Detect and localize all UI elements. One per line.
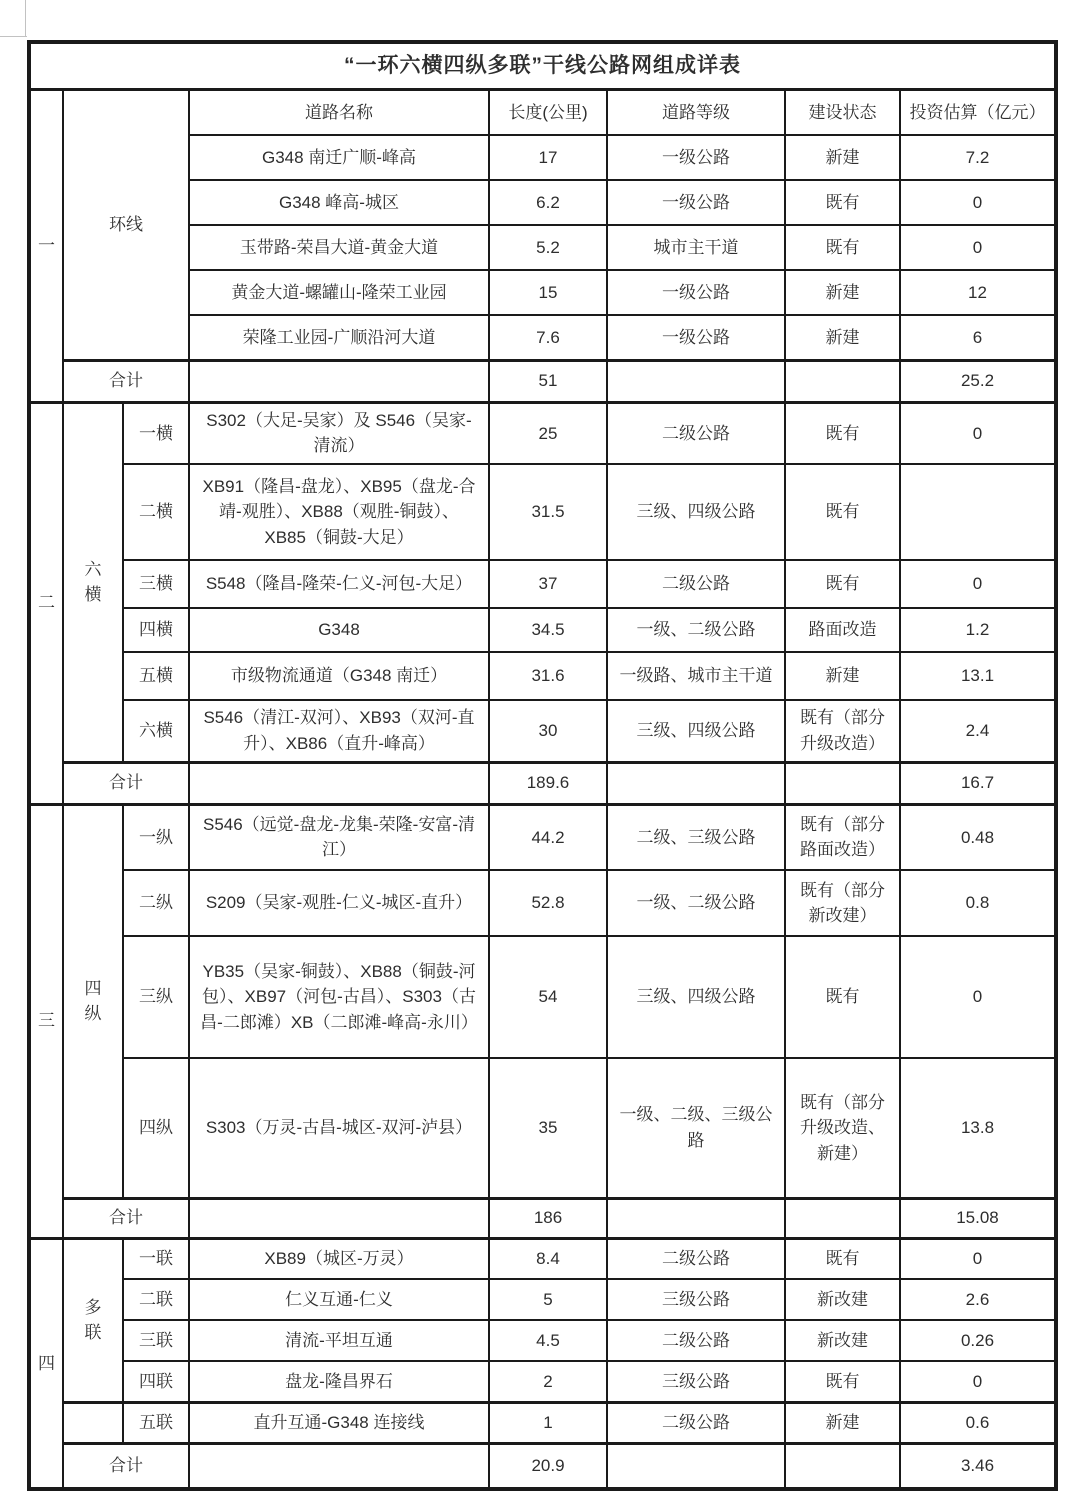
road-row [29,1238,1056,1279]
grade-cell: 一级公路 [607,315,785,360]
status-cell: 新建 [785,315,900,360]
road-name-cell: G348 [189,608,489,652]
grade-cell: 一级路、城市主干道 [607,652,785,700]
length-cell: 7.6 [489,315,607,360]
road-name-cell: G348 峰高-城区 [189,180,489,225]
investment-cell: 1.2 [900,608,1056,652]
road-name-cell: 仁义互通-仁义 [189,1279,489,1320]
grade-cell: 三级、四级公路 [607,936,785,1058]
grade-cell: 一级、二级公路 [607,870,785,936]
length-cell: 6.2 [489,180,607,225]
status-cell: 既有 [785,180,900,225]
grade-cell: 二级公路 [607,1402,785,1443]
sub-route-cell: 三纵 [123,936,189,1058]
category-cell: 六横 [63,402,123,762]
sub-route-cell: 四纵 [123,1058,189,1198]
investment-cell: 0 [900,1361,1056,1402]
category-empty-cell [63,1402,123,1443]
status-cell: 既有（部分升级改造、新建） [785,1058,900,1198]
sub-route-cell: 二纵 [123,870,189,936]
length-cell: 5.2 [489,225,607,270]
grade-cell: 三级、四级公路 [607,464,785,560]
status-cell: 新建 [785,652,900,700]
road-name-cell: 玉带路-荣昌大道-黄金大道 [189,225,489,270]
road-row [29,1279,1056,1320]
investment-cell: 13.1 [900,652,1056,700]
investment-cell: 6 [900,315,1056,360]
length-cell: 52.8 [489,870,607,936]
total-label-cell: 合计 [63,360,189,402]
grade-cell: 三级公路 [607,1361,785,1402]
status-cell: 既有（部分新改建） [785,870,900,936]
length-cell: 1 [489,1402,607,1443]
header-grade: 道路等级 [607,89,785,135]
grade-cell: 二级公路 [607,1320,785,1361]
grade-cell: 二级公路 [607,402,785,464]
header-length: 长度(公里) [489,89,607,135]
sub-route-cell: 六横 [123,700,189,762]
investment-cell [900,464,1056,560]
grade-cell: 二级公路 [607,1238,785,1279]
road-row [29,804,1056,870]
sub-route-cell: 四横 [123,608,189,652]
road-name-cell: S303（万灵-古昌-城区-双河-泸县） [189,1058,489,1198]
total-length-cell: 186 [489,1198,607,1238]
total-grade-cell [607,1198,785,1238]
grade-cell: 二级、三级公路 [607,804,785,870]
investment-cell: 0.6 [900,1402,1056,1443]
category-cell: 四纵 [63,804,123,1198]
total-row [29,1198,1056,1238]
road-name-cell: 市级物流通道（G348 南迁） [189,652,489,700]
length-cell: 31.5 [489,464,607,560]
total-length-cell: 189.6 [489,762,607,804]
road-name-cell: S546（远觉-盘龙-龙集-荣隆-安富-清江） [189,804,489,870]
total-investment-cell: 16.7 [900,762,1056,804]
road-row [29,1058,1056,1198]
status-cell: 既有 [785,1361,900,1402]
road-name-cell: S548（隆昌-隆荣-仁义-河包-大足） [189,560,489,608]
length-cell: 8.4 [489,1238,607,1279]
length-cell: 15 [489,270,607,315]
investment-cell: 0 [900,180,1056,225]
page-corner-mark-horizontal [0,36,27,37]
grade-cell: 一级、二级公路 [607,608,785,652]
length-cell: 35 [489,1058,607,1198]
road-name-cell: 盘龙-隆昌界石 [189,1361,489,1402]
investment-cell: 13.8 [900,1058,1056,1198]
investment-cell: 7.2 [900,135,1056,180]
section-index-cell: 二 [29,402,63,804]
sub-route-cell: 五联 [123,1402,189,1443]
section-index-cell: 一 [29,89,63,402]
grade-cell: 一级公路 [607,135,785,180]
length-cell: 5 [489,1279,607,1320]
header-investment: 投资估算（亿元） [900,89,1056,135]
section-index-cell: 四 [29,1238,63,1489]
road-row [29,700,1056,762]
total-status-cell [785,762,900,804]
total-row [29,360,1056,402]
status-cell: 既有（部分路面改造） [785,804,900,870]
investment-cell: 0 [900,1238,1056,1279]
total-name-cell [189,1198,489,1238]
sub-route-cell: 五横 [123,652,189,700]
investment-cell: 0.26 [900,1320,1056,1361]
category-cell: 环线 [63,89,189,360]
sub-route-cell: 三联 [123,1320,189,1361]
header-road-name: 道路名称 [189,89,489,135]
total-investment-cell: 3.46 [900,1443,1056,1489]
investment-cell: 12 [900,270,1056,315]
total-length-cell: 20.9 [489,1443,607,1489]
status-cell: 既有（部分升级改造） [785,700,900,762]
length-cell: 4.5 [489,1320,607,1361]
investment-cell: 0.8 [900,870,1056,936]
length-cell: 25 [489,402,607,464]
investment-cell: 0 [900,402,1056,464]
grade-cell: 三级公路 [607,1279,785,1320]
status-cell: 既有 [785,1238,900,1279]
sub-route-cell: 一联 [123,1238,189,1279]
total-status-cell [785,1443,900,1489]
status-cell: 新建 [785,270,900,315]
road-name-cell: G348 南迁广顺-峰高 [189,135,489,180]
investment-cell: 2.6 [900,1279,1056,1320]
length-cell: 30 [489,700,607,762]
investment-cell: 0.48 [900,804,1056,870]
status-cell: 既有 [785,402,900,464]
sub-route-cell: 一纵 [123,804,189,870]
sub-route-cell: 二横 [123,464,189,560]
total-investment-cell: 15.08 [900,1198,1056,1238]
road-row [29,1402,1056,1443]
investment-cell: 2.4 [900,700,1056,762]
road-row [29,652,1056,700]
road-name-cell: XB91（隆昌-盘龙）、XB95（盘龙-合靖-观胜）、XB88（观胜-铜鼓）、XB85（铜鼓-大足） [189,464,489,560]
road-row [29,1320,1056,1361]
total-name-cell [189,360,489,402]
total-label-cell: 合计 [63,762,189,804]
title-row [29,42,1056,89]
road-network-table [27,40,1058,1491]
total-grade-cell [607,360,785,402]
grade-cell: 一级公路 [607,270,785,315]
status-cell: 新建 [785,1402,900,1443]
section-index-cell: 三 [29,804,63,1238]
road-name-cell: XB89（城区-万灵） [189,1238,489,1279]
total-status-cell [785,360,900,402]
length-cell: 31.6 [489,652,607,700]
road-row [29,560,1056,608]
grade-cell: 一级公路 [607,180,785,225]
length-cell: 37 [489,560,607,608]
grade-cell: 一级、二级、三级公路 [607,1058,785,1198]
road-name-cell: 清流-平坦互通 [189,1320,489,1361]
length-cell: 17 [489,135,607,180]
road-name-cell: YB35（吴家-铜鼓）、XB88（铜鼓-河包）、XB97（河包-古昌）、S303（古昌-二郎滩）XB（二郎滩-峰高-永川） [189,936,489,1058]
total-label-cell: 合计 [63,1443,189,1489]
total-row [29,1443,1056,1489]
status-cell: 新改建 [785,1320,900,1361]
header-status: 建设状态 [785,89,900,135]
page-corner-mark-vertical [25,0,26,37]
status-cell: 新建 [785,135,900,180]
status-cell: 既有 [785,936,900,1058]
road-name-cell: 黄金大道-螺罐山-隆荣工业园 [189,270,489,315]
status-cell: 既有 [785,225,900,270]
sub-route-cell: 二联 [123,1279,189,1320]
table-title: “一环六横四纵多联”干线公路网组成详表 [29,42,1056,89]
total-row [29,762,1056,804]
grade-cell: 二级公路 [607,560,785,608]
grade-cell: 城市主干道 [607,225,785,270]
investment-cell: 0 [900,560,1056,608]
investment-cell: 0 [900,225,1056,270]
total-investment-cell: 25.2 [900,360,1056,402]
status-cell: 路面改造 [785,608,900,652]
status-cell: 新改建 [785,1279,900,1320]
length-cell: 54 [489,936,607,1058]
sub-route-cell: 一横 [123,402,189,464]
total-label-cell: 合计 [63,1198,189,1238]
total-grade-cell [607,1443,785,1489]
total-name-cell [189,762,489,804]
total-length-cell: 51 [489,360,607,402]
total-grade-cell [607,762,785,804]
road-name-cell: S209（吴家-观胜-仁义-城区-直升） [189,870,489,936]
road-name-cell: 直升互通-G348 连接线 [189,1402,489,1443]
road-row [29,936,1056,1058]
length-cell: 44.2 [489,804,607,870]
road-row [29,464,1056,560]
total-status-cell [785,1198,900,1238]
category-cell: 多联 [63,1238,123,1402]
status-cell: 既有 [785,464,900,560]
road-row [29,608,1056,652]
road-row [29,870,1056,936]
road-name-cell: 荣隆工业园-广顺沿河大道 [189,315,489,360]
total-name-cell [189,1443,489,1489]
header-row [29,89,1056,135]
investment-cell: 0 [900,936,1056,1058]
road-row [29,1361,1056,1402]
sub-route-cell: 三横 [123,560,189,608]
sub-route-cell: 四联 [123,1361,189,1402]
status-cell: 既有 [785,560,900,608]
road-name-cell: S302（大足-吴家）及 S546（吴家-清流） [189,402,489,464]
grade-cell: 三级、四级公路 [607,700,785,762]
length-cell: 34.5 [489,608,607,652]
road-name-cell: S546（清江-双河）、XB93（双河-直升）、XB86（直升-峰高） [189,700,489,762]
road-row [29,402,1056,464]
length-cell: 2 [489,1361,607,1402]
